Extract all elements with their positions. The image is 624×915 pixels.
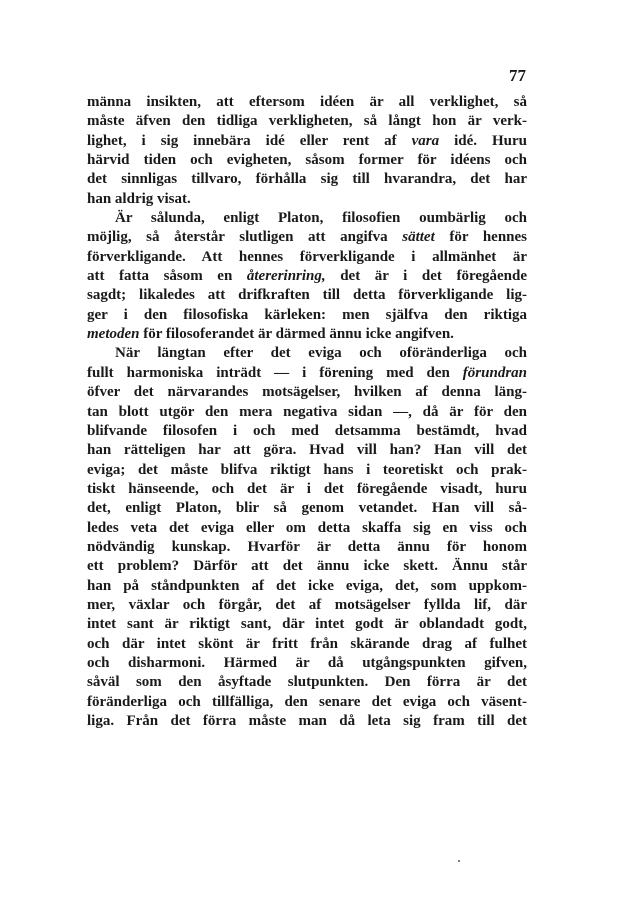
text-line xyxy=(87,635,527,654)
text-run: det är i det föregående xyxy=(325,268,527,285)
text-run: fullt harmoniska inträdt — i förening med den xyxy=(87,364,463,381)
print-speck xyxy=(458,860,460,862)
text-line xyxy=(87,286,527,305)
text-run: liga. Från det förra måste man då leta sig fram till det xyxy=(87,713,527,729)
text-line xyxy=(87,422,527,441)
body-text xyxy=(87,93,527,731)
text-line xyxy=(87,461,527,480)
text-line xyxy=(87,248,527,267)
text-run: mer, växlar och förgår, det af motsägelser fyllda lif, där xyxy=(87,596,527,613)
emphasized-text: vara xyxy=(411,132,440,149)
text-line xyxy=(87,151,527,170)
text-line xyxy=(87,538,527,557)
page-number: 77 xyxy=(509,66,526,85)
text-run: blifvande filosofen i och med detsamma bestämdt, hvad xyxy=(87,422,527,439)
text-line xyxy=(87,190,527,209)
text-line xyxy=(87,93,527,112)
text-run: ledes veta det eviga eller om detta skaffa sig en viss och xyxy=(87,519,527,536)
text-run: förverkligande. Att hennes förverkligande i allmänhet är xyxy=(87,248,527,265)
text-line xyxy=(87,596,527,615)
text-line xyxy=(87,673,527,692)
text-run: och disharmoni. Härmed är då utgångspunkten gifven, xyxy=(87,654,527,671)
text-line xyxy=(87,132,527,151)
text-run: När längtan efter det eviga och oföränderliga och xyxy=(115,345,527,362)
text-run: nödvändig kunskap. Hvarför är detta ännu för honom xyxy=(87,538,527,555)
text-line xyxy=(87,557,527,576)
text-run: öfver det närvarandes motsägelser, hvilken af denna läng- xyxy=(87,384,527,401)
text-line xyxy=(87,480,527,499)
text-run: det sinnligas tillvaro, förhålla sig till hvarandra, det har xyxy=(87,171,527,188)
text-run: ger i den filosofiska kärleken: men själfva den riktiga xyxy=(87,306,527,323)
text-run: tan blott utgör den mera negativa sidan —, då är för den xyxy=(87,403,527,420)
text-run: och där intet skönt är fritt från skärande drag af fulhet xyxy=(87,635,527,652)
text-line xyxy=(87,228,527,247)
text-line xyxy=(87,693,527,712)
text-run: att fatta såsom en xyxy=(87,268,247,285)
text-run: såväl som den åsyftade slutpunkten. Den förra är det xyxy=(87,674,527,691)
text-line xyxy=(87,383,527,402)
text-line xyxy=(87,712,527,731)
text-line xyxy=(87,441,527,460)
text-run: intet sant är riktigt sant, där intet godt är oblandadt godt, xyxy=(87,616,527,633)
emphasized-text: förundran xyxy=(462,364,527,381)
text-line xyxy=(87,306,527,325)
text-run: det, enligt Platon, blir så genom vetandet. Han vill så- xyxy=(87,500,527,517)
emphasized-text: metoden xyxy=(87,326,140,343)
text-line xyxy=(87,519,527,538)
text-run: lighet, i sig innebära idé eller rent af xyxy=(87,132,412,149)
text-line xyxy=(87,112,527,131)
text-line xyxy=(87,403,527,422)
text-run: han på ståndpunkten af det icke eviga, det, som uppkom- xyxy=(87,577,527,594)
text-run: idé. Huru xyxy=(439,132,527,149)
text-run: tiskt hänseende, och det är i det föregående visadt, huru xyxy=(87,480,527,497)
text-line xyxy=(87,170,527,189)
text-line xyxy=(87,325,527,344)
text-run: möjlig, så återstår slutligen att angifva xyxy=(87,229,403,246)
text-run: härvid tiden och evigheten, såsom former för idéens och xyxy=(87,152,527,169)
text-run: föränderliga och tillfälliga, den senare det eviga och väsent- xyxy=(87,693,527,710)
text-run: för filosoferandet är därmed ännu icke angifven. xyxy=(139,326,454,343)
text-run: Är sålunda, enligt Platon, filosofien oumbärlig och xyxy=(115,210,527,227)
emphasized-text: sättet xyxy=(402,229,435,246)
text-line xyxy=(87,364,527,383)
text-run: ett problem? Därför att det ännu icke skett. Ännu står xyxy=(87,558,527,575)
text-line xyxy=(87,499,527,518)
text-line xyxy=(87,344,527,363)
text-line xyxy=(87,577,527,596)
text-line xyxy=(87,615,527,634)
emphasized-text: återerinring, xyxy=(246,268,326,285)
text-run: männa insikten, att eftersom idéen är all verklighet, så xyxy=(87,94,527,110)
text-run: måste äfven den tidliga verkligheten, så långt hon är verk- xyxy=(87,113,527,130)
text-line xyxy=(87,267,527,286)
text-run: han aldrig visat. xyxy=(87,190,191,207)
text-run: för hennes xyxy=(434,229,527,246)
text-line xyxy=(87,209,527,228)
text-run: han rätteligen har att göra. Hvad vill han? Han vill det xyxy=(87,442,527,459)
text-run: eviga; det måste blifva riktigt hans i teoretiskt och prak- xyxy=(87,461,527,478)
text-line xyxy=(87,654,527,673)
text-run: sagdt; likaledes att drifkraften till detta förverkligande lig- xyxy=(87,287,527,304)
